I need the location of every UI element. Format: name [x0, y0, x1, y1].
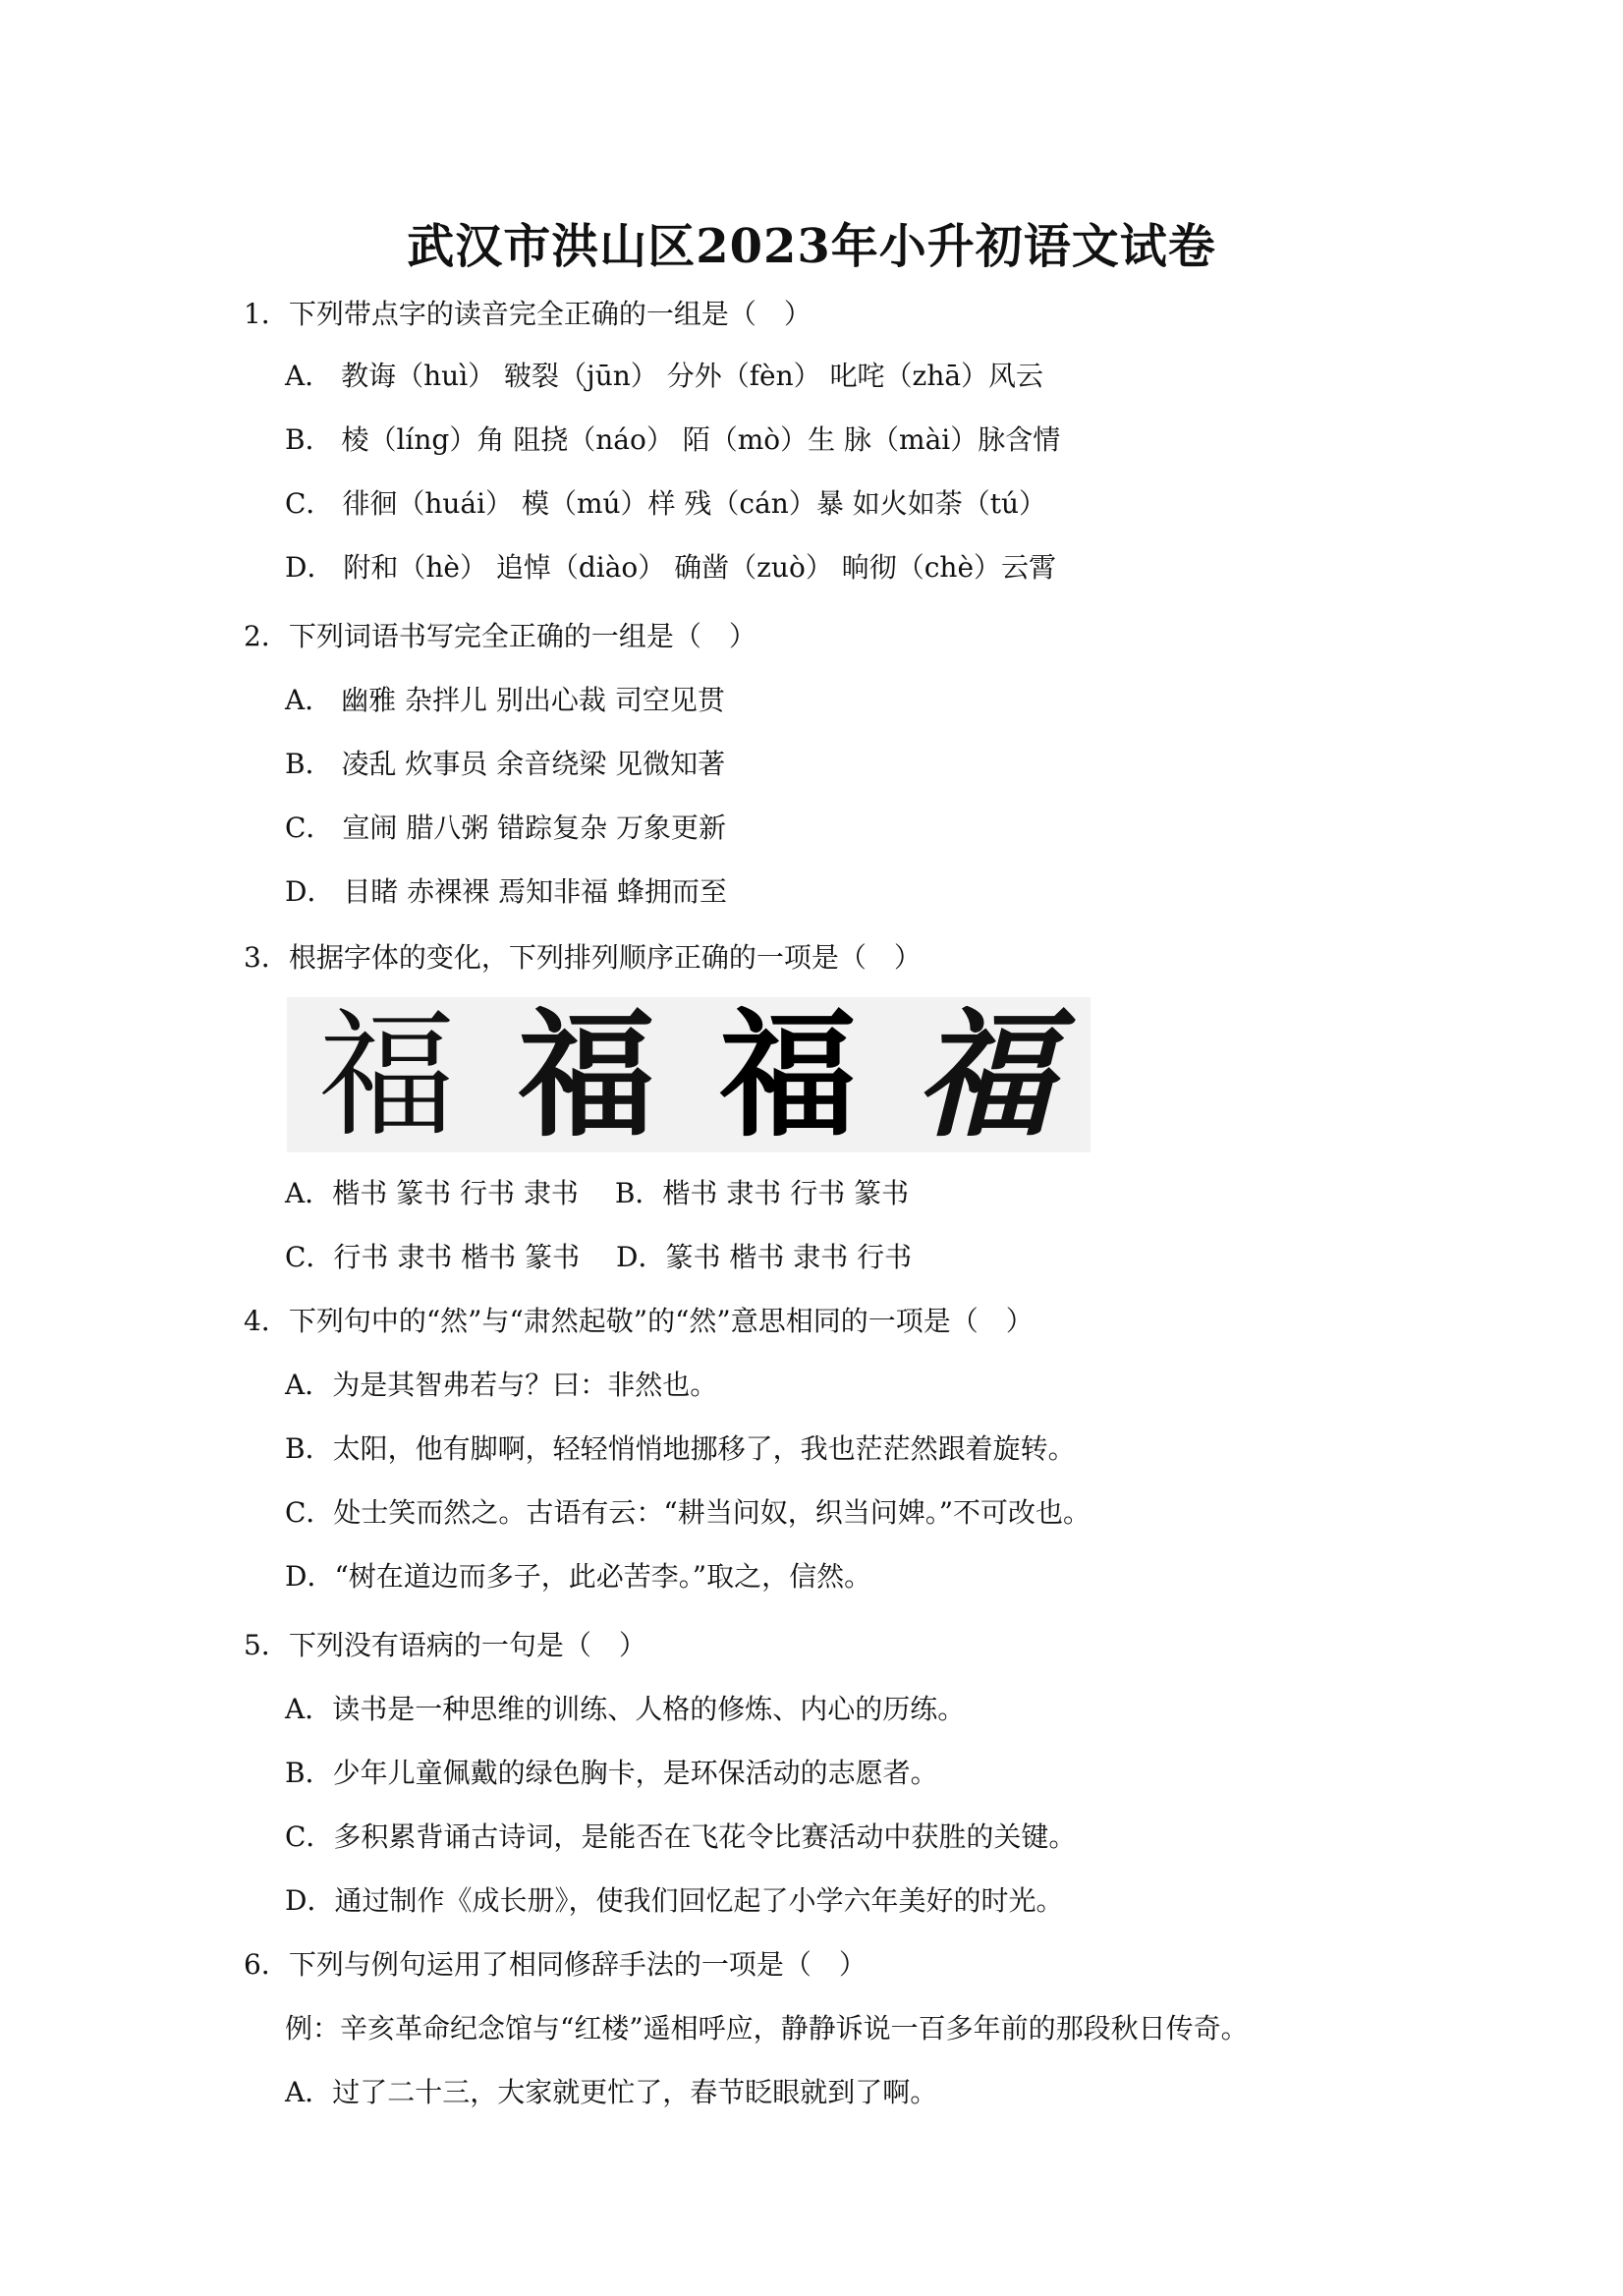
exam-title: 武汉市洪山区2023年小升初语文试卷 [407, 219, 1216, 274]
question-1-option-c: C． 徘徊（huái） 模（mú）样 残（cán）暴 如火如荼（tú） [285, 487, 1047, 520]
question-3-options-ab: A．楷书 篆书 行书 隶书 B．楷书 隶书 行书 篆书 [285, 1177, 910, 1209]
question-5-option-b: B．少年儿童佩戴的绿色胸卡，是环保活动的志愿者。 [285, 1757, 938, 1789]
calligraphy-char-3: 福 [718, 997, 858, 1152]
calligraphy-image [287, 997, 1091, 1152]
question-6-option-a: A．过了二十三，大家就更忙了，春节眨眼就到了啊。 [285, 2076, 938, 2108]
question-2: 2．下列词语书写完全正确的一组是（ ） [244, 620, 756, 652]
calligraphy-char-1: 福 [317, 997, 457, 1152]
calligraphy-char-4: 福 [915, 997, 1054, 1152]
question-4-option-c: C．处士笑而然之。古语有云：“耕当问奴，织当问婢。”不可改也。 [285, 1496, 1091, 1529]
question-3: 3．根据字体的变化，下列排列顺序正确的一项是（ ） [244, 941, 922, 974]
question-2-option-c: C． 宣闹 腊八粥 错踪复杂 万象更新 [285, 812, 727, 844]
question-5-option-c: C．多积累背诵古诗词，是能否在飞花令比赛活动中获胜的关键。 [285, 1820, 1077, 1853]
question-4-option-b: B．太阳，他有脚啊，轻轻悄悄地挪移了，我也茫茫然跟着旋转。 [285, 1432, 1076, 1465]
question-2-option-b: B． 凌乱 炊事员 余音绕梁 见微知著 [285, 748, 726, 780]
question-5-option-a: A．读书是一种思维的训练、人格的修炼、内心的历练。 [285, 1693, 966, 1725]
question-5-option-d: D．通过制作《成长册》，使我们回忆起了小学六年美好的时光。 [285, 1884, 1064, 1917]
question-5: 5．下列没有语病的一句是（ ） [244, 1629, 646, 1661]
calligraphy-char-2: 福 [517, 997, 656, 1152]
question-2-option-d: D． 目睹 赤裸裸 焉知非福 蜂拥而至 [285, 875, 728, 908]
question-6: 6．下列与例句运用了相同修辞手法的一项是（ ） [244, 1948, 867, 1981]
question-1-option-d: D． 附和（hè） 追悼（diào） 确凿（zuò） 晌彻（chè）云霄 [285, 551, 1057, 584]
question-1: 1．下列带点字的读音完全正确的一组是（ ） [244, 298, 812, 330]
question-6-example: 例：辛亥革命纪念馆与“红楼”遥相呼应，静静诉说一百多年前的那段秋日传奇。 [285, 2012, 1249, 2044]
question-3-options-cd: C．行书 隶书 楷书 篆书 D．篆书 楷书 隶书 行书 [285, 1241, 913, 1273]
question-2-option-a: A． 幽雅 杂拌儿 别出心裁 司空见贯 [285, 684, 725, 716]
question-4-option-a: A．为是其智弗若与？曰：非然也。 [285, 1369, 718, 1401]
question-4: 4．下列句中的“然”与“肃然起敬”的“然”意思相同的一项是（ ） [244, 1305, 1034, 1337]
question-4-option-d: D．“树在道边而多子，此必苦李。”取之，信然。 [285, 1560, 872, 1593]
question-1-option-a: A． 教诲（huì） 皲裂（jūn） 分外（fèn） 叱咤（zhā）风云 [285, 360, 1044, 392]
question-1-option-b: B． 棱（líng）角 阻挠（náo） 陌（mò）生 脉（mài）脉含情 [285, 423, 1061, 456]
